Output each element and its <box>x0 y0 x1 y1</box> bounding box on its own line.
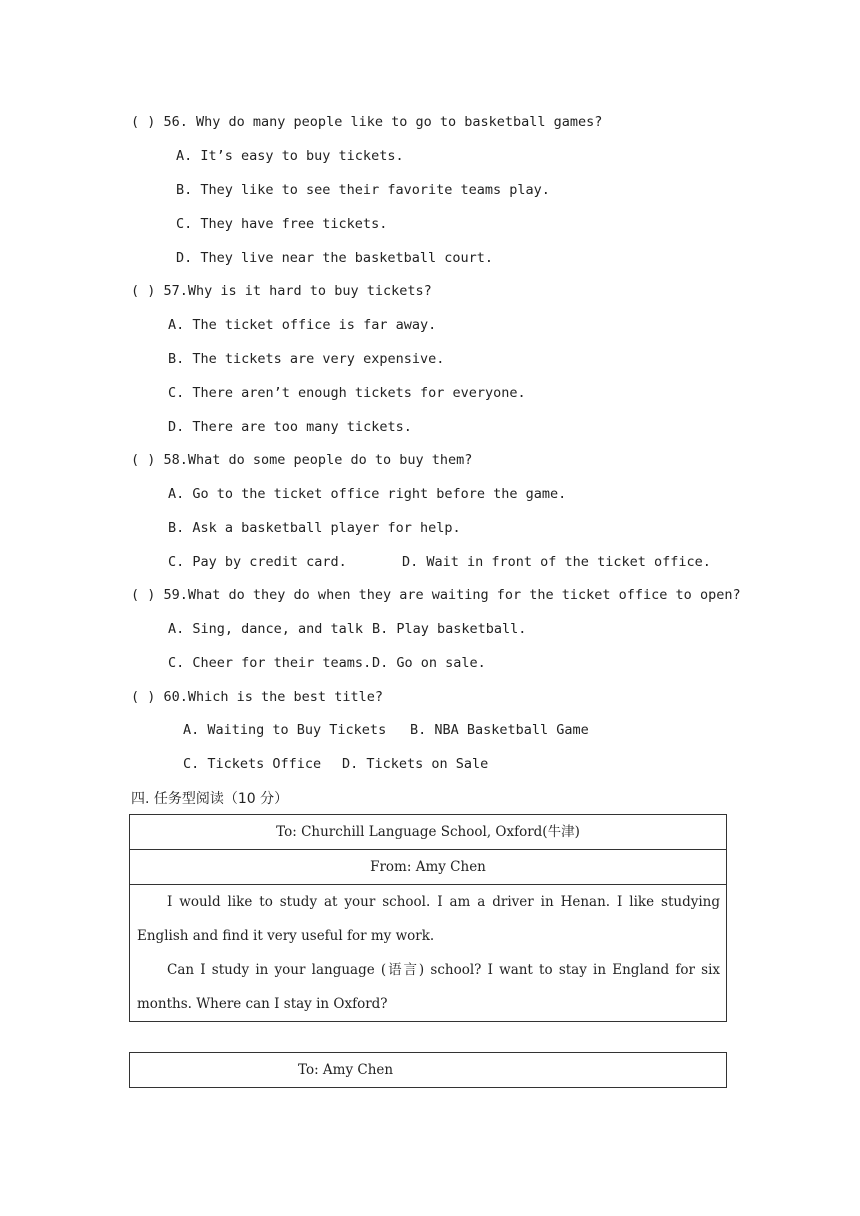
question-59-stem: ( ) 59.What do they do when they are waiting for the ticket office to open? <box>131 587 741 603</box>
question-56-option-c: C. They have free tickets. <box>176 216 388 232</box>
question-58-option-a: A. Go to the ticket office right before the game. <box>168 486 567 502</box>
question-60-option-c: C. Tickets Office <box>183 756 322 772</box>
question-59-option-c: C. Cheer for their teams. <box>168 655 372 671</box>
question-60-option-d: D. Tickets on Sale <box>342 756 489 772</box>
question-56-stem: ( ) 56. Why do many people like to go to basketball games? <box>131 114 603 130</box>
letter-1-table <box>129 814 727 1022</box>
question-58-option-b: B. Ask a basketball player for help. <box>168 520 461 536</box>
question-56-option-b: B. They like to see their favorite teams play. <box>176 182 550 198</box>
question-58-stem: ( ) 58.What do some people do to buy them? <box>131 452 473 468</box>
question-57-option-c: C. There aren’t enough tickets for everyone. <box>168 385 526 401</box>
letter-1-paragraph-2: Can I study in your language (语言) school? I want to stay in England for six months. Where can I stay in Oxford? <box>137 962 720 1012</box>
question-59-option-b: B. Play basketball. <box>372 621 527 637</box>
question-56-option-d: D. They live near the basketball court. <box>176 250 493 266</box>
letter-1-paragraph-1: I would like to study at your school. I am a driver in Henan. I like studying English and find it very useful for my work. <box>137 894 720 944</box>
section-4-heading: 四. 任务型阅读（10 分） <box>131 791 289 807</box>
letter-2-table <box>129 1052 727 1088</box>
question-58-option-c: C. Pay by credit card. <box>168 554 347 570</box>
letter-1-to: To: Churchill Language School, Oxford(牛津) <box>130 815 726 850</box>
question-57-stem: ( ) 57.Why is it hard to buy tickets? <box>131 283 432 299</box>
letter-1-body <box>130 885 726 1021</box>
question-57-option-a: A. The ticket office is far away. <box>168 317 437 333</box>
question-60-option-b: B. NBA Basketball Game <box>410 722 589 738</box>
question-59-option-a: A. Sing, dance, and talk <box>168 621 364 637</box>
question-58-option-d: D. Wait in front of the ticket office. <box>402 554 711 570</box>
question-60-option-a: A. Waiting to Buy Tickets <box>183 722 387 738</box>
question-60-stem: ( ) 60.Which is the best title? <box>131 689 383 705</box>
question-56-option-a: A. It’s easy to buy tickets. <box>176 148 404 164</box>
question-59-option-d: D. Go on sale. <box>372 655 486 671</box>
letter-1-from: From: Amy Chen <box>130 850 726 885</box>
question-57-option-b: B. The tickets are very expensive. <box>168 351 445 367</box>
letter-2-to: To: Amy Chen <box>298 1062 394 1078</box>
question-57-option-d: D. There are too many tickets. <box>168 419 412 435</box>
